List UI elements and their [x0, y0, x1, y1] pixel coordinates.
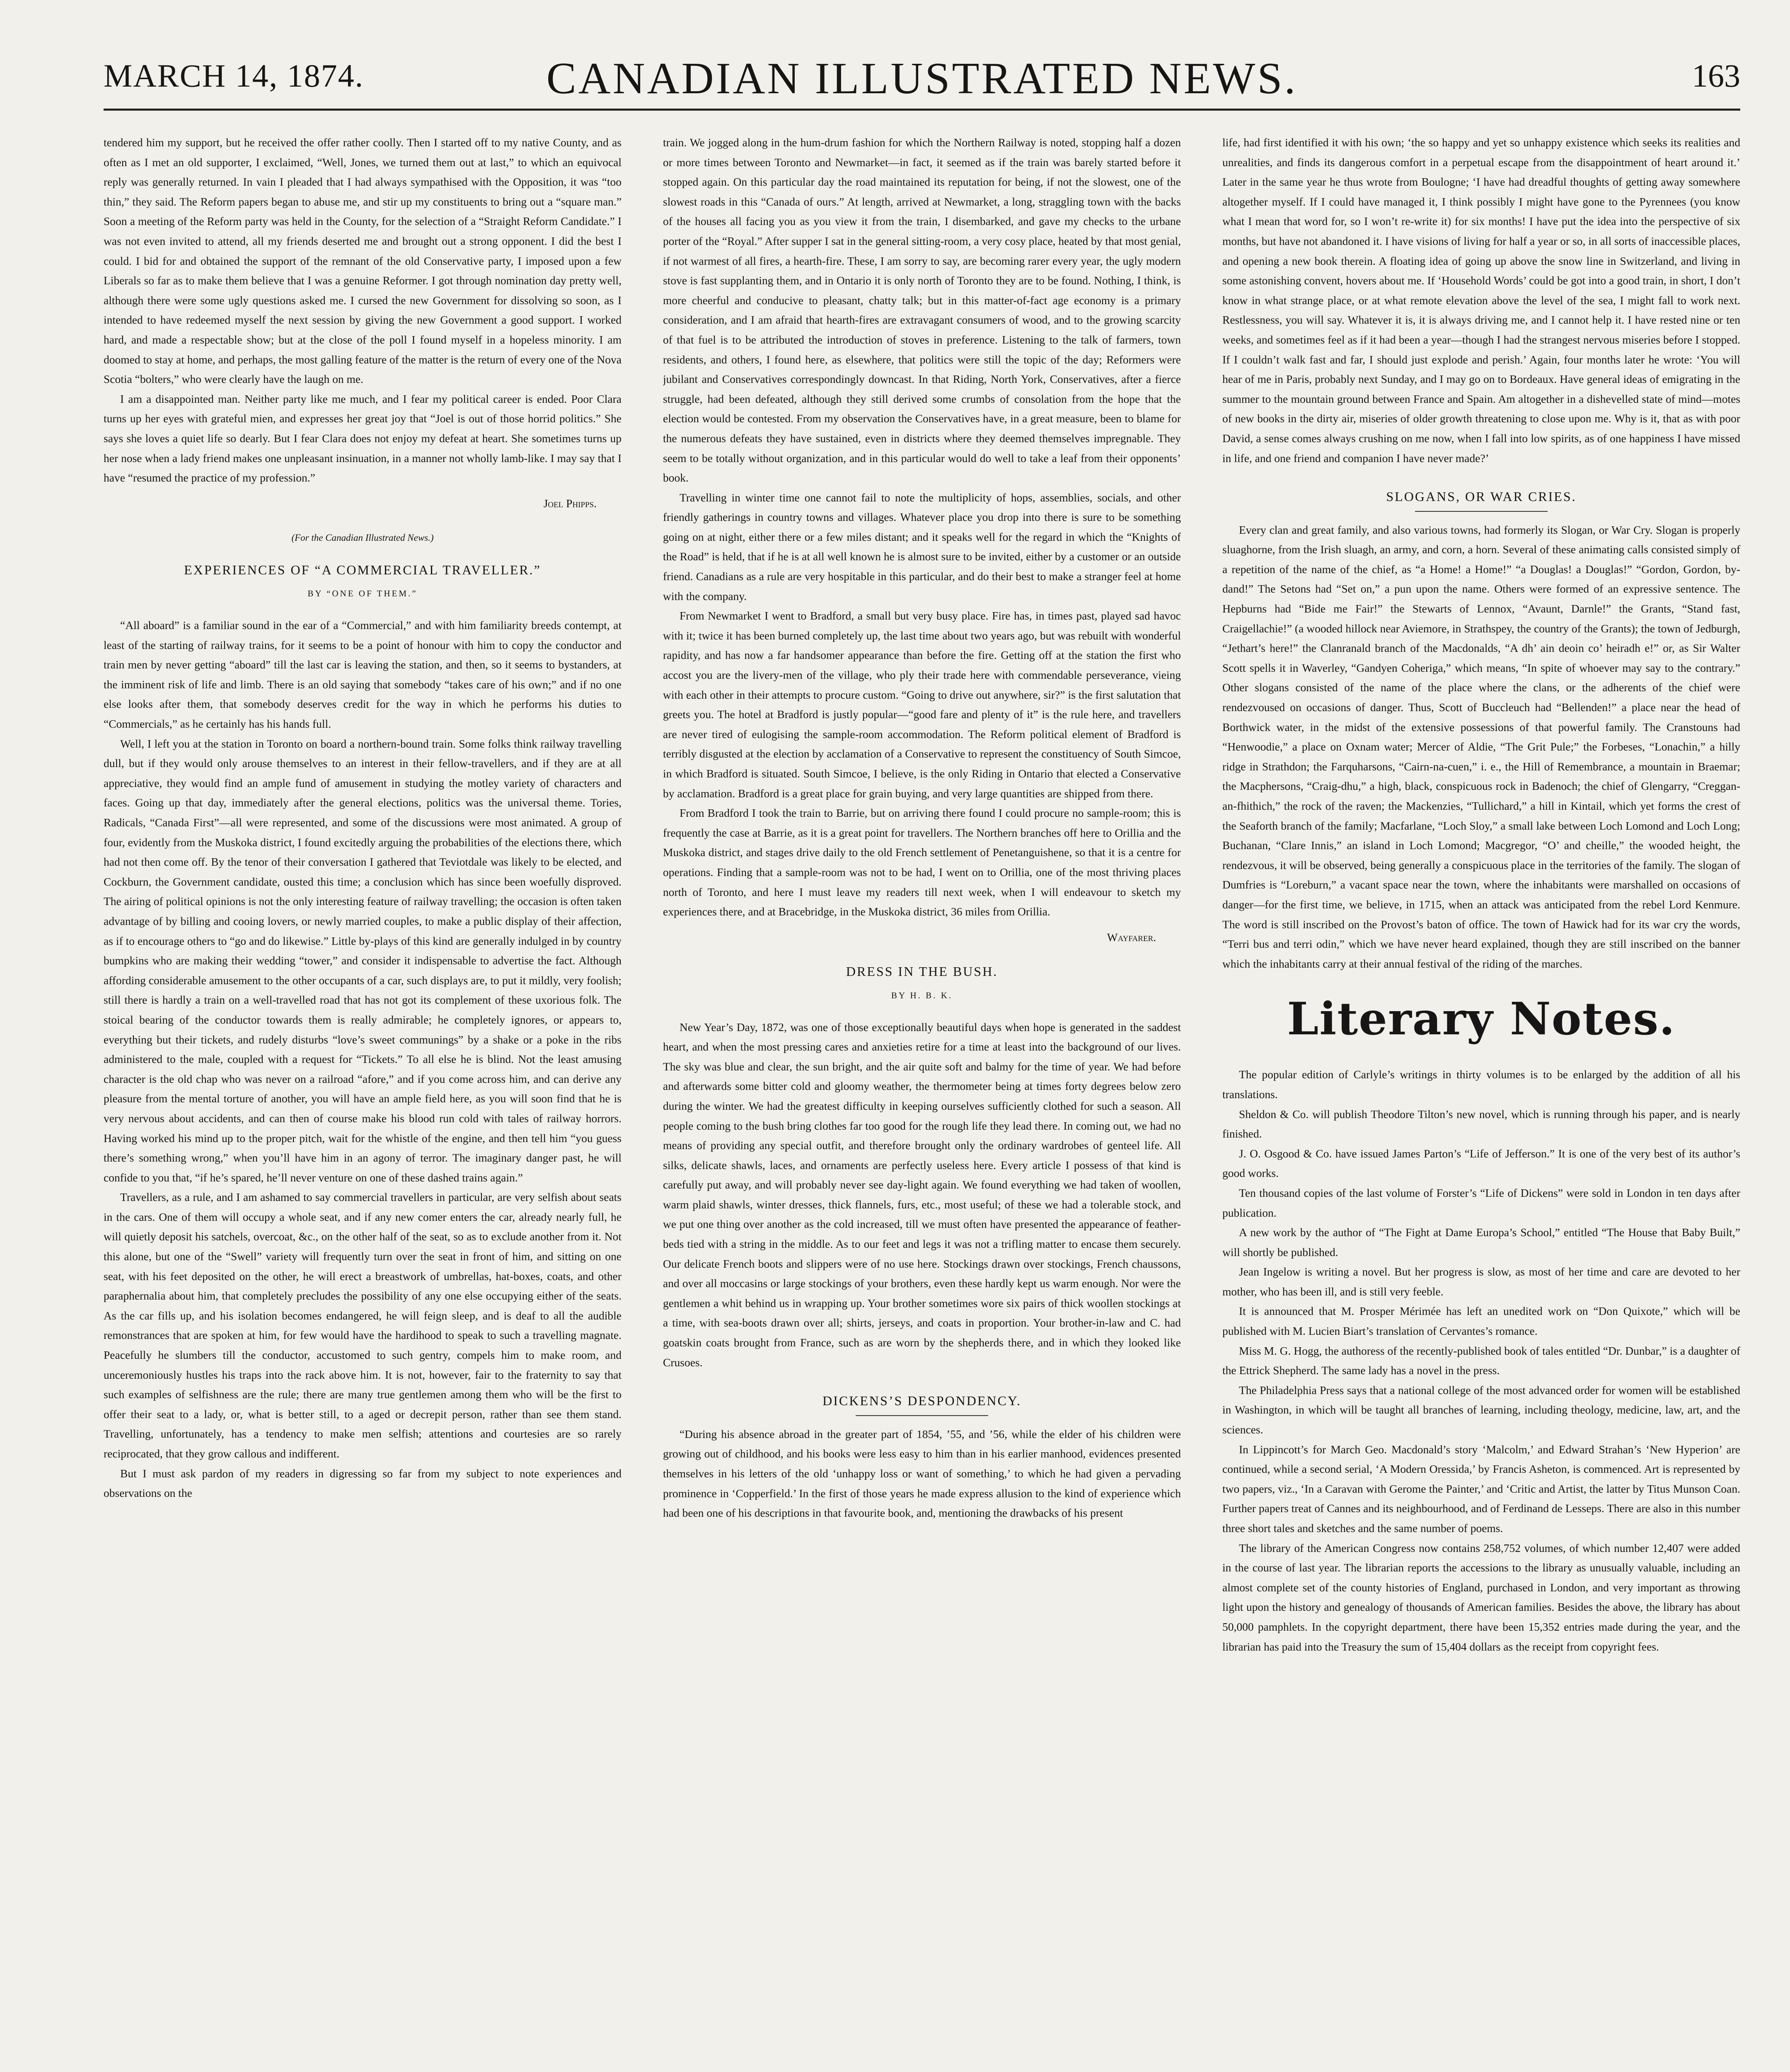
paragraph: I am a disappointed man. Neither party like me much, and I fear my political career is ended. Poor Clara turns up her eyes with grateful mien, and expresses her great joy that “Joel is out of those horrid politics.” She says she loves a quiet life so dearly. But I fear Clara does not enjoy my defeat at heart. She sometimes turns up her nose when a lady friend makes one unpleasant insinuation, in a manner not wholly lamb-like. I may say that I have “resumed the practice of my profession.”: [104, 392, 622, 484]
divider: [856, 1415, 988, 1416]
paragraph: Sheldon & Co. will publish Theodore Tilton’s new novel, which is running through his paper, and is nearly finished.: [1222, 1107, 1740, 1140]
paragraph: life, had first identified it with his own; ‘the so happy and yet so unhappy existence which seeks its realities and unrealities, and finds its dangerous comfort in a perpetual escape from the disappointment of heart around it.’ Later in the same year he thus wrote from Boulogne; ‘I have had dreadful thoughts of getting away somewhere altogether myself. If I could have managed it, I think possibly I might have gone to the Pyrennees (you know what I mean that word for, so I won’t re-write it) for six months! I have put the idea into the perspective of six months, but have not abandoned it. I have visions of living for half a year or so, in all sorts of inaccessible places, and opening a new book therein. A floating idea of going up above the snow line in Switzerland, and living in some astonishing convent, hovers about me. If ‘Household Words’ could be got into a good train, in short, I don’t know in what strange place, or at what remote elevation above the level of the sea, I might fall to work next. Restlessness, you will say. Whatever it is, it is always driving me, and I cannot help it. I have rested nine or ten weeks, and sometimes feel as if it had been a year—though I had the strangest nervous miseries before I stopped. If I couldn’t walk fast and far, I should just explode and perish.’ Again, four months later he wrote: ‘You will hear of me in Paris, probably next Sunday, and I may go on to Bordeaux. Have general ideas of emigrating in the summer to the mountain ground between France and Spain. Am altogether in a dishevelled state of mind—motes of new books in the dirty air, miseries of older growth threatening to close upon me. Why is it, that as with poor David, a sense comes always crushing on me now, when I fall into low spirits, as of one happiness I have missed in life, and one friend and companion I have never made?’: [1222, 136, 1740, 465]
column-3: [1222, 133, 1740, 2072]
newspaper-title: CANADIAN ILLUSTRATED NEWS.: [546, 54, 1298, 103]
article-title: DICKENS’S DESPONDENCY.: [822, 1393, 1021, 1409]
byline: BY “ONE OF THEM.”: [307, 588, 418, 599]
issue-date: MARCH 14, 1874.: [104, 58, 364, 94]
article-title: DRESS IN THE BUSH.: [846, 964, 998, 979]
paragraph: From Bradford I took the train to Barrie, but on arriving there found I could procure no sample-room; this is frequently the case at Barrie, as it is a great point for travellers. The Northern branches off here to Orillia and the Muskoka district, and stages drive daily to the old French settlement of Penetanguishene, so that it is a centre for operations. Finding that a sample-room was not to be had, I went on to Orillia, one of the most thriving places north of Toronto, and here I must leave my readers till next week, when I will endeavour to sketch my experiences there, and at Bracebridge, in the Muskoka district, 36 miles from Orillia.: [663, 806, 1181, 918]
byline: BY H. B. K.: [891, 990, 953, 1000]
paragraph: A new work by the author of “The Fight at Dame Europa’s School,” entitled “The House that Baby Built,” will shortly be published.: [1222, 1226, 1740, 1259]
paragraph: Well, I left you at the station in Toronto on board a northern-bound train. Some folks think railway travelling dull, but if they would only arouse themselves to an interest in their fellow-travellers, and if they are at all appreciative, they would find an ample fund of amusement in studying the motley variety of characters and faces. Going up that day, immediately after the general elections, politics was the universal theme. Tories, Radicals, “Canada First”—all were represented, and some of the discussions were most animated. A group of four, evidently from the Muskoka district, I found excitedly arguing the probabilities of the elections there, which had not then come off. By the tenor of their conversation I gathered that Teviotdale was likely to be elected, and Cockburn, the Government candidate, ousted this time; a conclusion which has since been woefully disproved. The airing of political opinions is not the only interesting feature of railway travelling; the occasion is often taken advantage of by billing and cooing lovers, or newly married couples, to make a public display of their affection, as if to encourage others to “go and do likewise.” Little by-plays of this kind are generally indulged in by country bumpkins who are making their wedding “tower,” and consider it indispensable to advertise the fact. Although affording considerable amusement to the other occupants of a car, such displays are, to put it mildly, very foolish; still there is hardly a train on a well-travelled road that has not got its complement of these uxorious folk. The stoical bearing of the conductor towards them is really admirable; he completely ignores, or appears to, everything but their tickets, and rudely disturbs “love’s sweet communings” by a shake or a poke in the ribs administered to the male, coupled with a request for “Tickets.” To all else he is blind. Not the least amusing character is the old chap who was never on a railroad “afore,” and if you come across him, and can derive any pleasure from the mental torture of another, you will have an ample field here, as you will soon find that he is very nervous about accidents, and can then of course make his blood run cold with tales of railway horrors. Having worked his mind up to the proper pitch, wait for the whistle of the engine, and then tell him “you guess there’s something wrong,” when you’ll have him in an agony of terror. The imaginary danger past, he will confide to you that, “if he’s spared, he’ll never venture on one of these dashed trains again.”: [104, 737, 622, 1184]
paragraph: The Philadelphia Press says that a national college of the most advanced order for women will be established in Washington, in which will be taught all branches of learning, including theology, medicine, law, art, and the sciences.: [1222, 1383, 1740, 1436]
paragraph: “During his absence abroad in the greater part of 1854, ’55, and ’56, while the elder of his children were growing out of childhood, and his books were less easy to him than in his earlier manhood, evidences presented themselves in his letters of the old ‘unhappy loss or want of something,’ to which he had given a pervading prominence in ‘Copperfield.’ In the first of those years he made express allusion to the kind of experience which had been one of his descriptions in that favourite book, and, mentioning the drawbacks of his present: [663, 1427, 1181, 1520]
paragraph: The popular edition of Carlyle’s writings in thirty volumes is to be enlarged by the addition of all his translations.: [1222, 1068, 1740, 1101]
paragraph: Jean Ingelow is writing a novel. But her progress is slow, as most of her time and care are devoted to her mother, who has been ill, and is still very feeble.: [1222, 1265, 1740, 1298]
paragraph: Ten thousand copies of the last volume of Forster’s “Life of Dickens” were sold in London in ten days after publication.: [1222, 1186, 1740, 1219]
source-note: (For the Canadian Illustrated News.): [291, 533, 434, 543]
masthead: [104, 53, 1740, 103]
section-heading: Literary Notes.: [1287, 993, 1676, 1046]
paragraph: It is announced that M. Prosper Mérimée has left an unedited work on “Don Quixote,” which will be published with M. Lucien Biart’s translation of Cervantes’s romance.: [1222, 1305, 1740, 1338]
divider: [1415, 511, 1548, 512]
paragraph: Travellers, as a rule, and I am ashamed to say commercial travellers in particular, are very selfish about seats in the cars. One of them will occupy a whole seat, and if any new comer enters the car, already nearly full, he will quietly deposit his satchels, overcoat, &c., on the other half of the seat, so as to exclude another from it. Not this alone, but one of the “Swell” variety will frequently turn over the seat in front of him, and sitting on one seat, with his feet deposited on the other, he will erect a breastwork of umbrellas, hat-boxes, coats, and other paraphernalia about him, that completely precludes the possibility of any one else occupying either of the seats. As the car fills up, and his isolation becomes endangered, he will feign sleep, and is deaf to all the audible remonstrances that are spoken at him, for few would have the hardihood to speak to such a travelling magnate. Peacefully he slumbers till the conductor, accustomed to such gentry, compels him to make room, and unceremoniously hustles his traps into the rack above him. It is not, however, fair to the fraternity to say that such examples of selfishness are the rule; there are many true gentlemen among them who will be the first to offer their seat to a lady, or, what is better still, to a aged or decrepit person, rather than see them stand. Travelling, unfortunately, has a tendency to make men selfish; attentions and courtesies are so rarely reciprocated, that they grow callous and indifferent.: [104, 1191, 622, 1460]
paragraph: The library of the American Congress now contains 258,752 volumes, of which number 12,407 were added in the course of last year. The librarian reports the accessions to the library as unusually valuable, including an almost complete set of the county histories of England, purchased in London, and very important as throwing light upon the history and genealogy of thousands of American families. Besides the above, the library has about 50,000 pamphlets. In the copyright department, there have been 15,352 entries made during the year, and the librarian has paid into the Treasury the sum of 15,404 dollars as the receipt from copyright fees.: [1222, 1541, 1740, 1653]
paragraph: In Lippincott’s for March Geo. Macdonald’s story ‘Malcolm,’ and Edward Strahan’s ‘New Hyperion’ are continued, while a second serial, ‘A Modern Oressida,’ by Francis Asheton, is commenced. Art is represented by two papers, viz., ‘In a Caravan with Gerome the Painter,’ and ‘Critic and Artist, the latter by Titus Munson Coan. Further papers treat of Cannes and its neighbourhood, and of Ferdinand de Lesseps. There are also in this number three short tales and sketches and the same number of poems.: [1222, 1443, 1740, 1535]
signature: Wayfarer.: [1107, 930, 1156, 944]
paragraph: New Year’s Day, 1872, was one of those exceptionally beautiful days when hope is generated in the saddest heart, and when the most pressing cares and anxieties retire for a time at least into the background of our lives. The sky was blue and clear, the sun bright, and the air quite soft and balmy for the time of year. We had before and afterwards some bitter cold and gloomy weather, the thermometer being at times forty degrees below zero during the winter. We had the greatest difficulty in keeping ourselves sufficiently clothed for such a season. All people coming to the bush bring clothes far too good for the rough life they lead there. In coming out, we had no means of providing any special outfit, and therefore brought only the ordinary wardrobes of genteel life. All silks, delicate shawls, laces, and ornaments are perfectly useless here. Every article I possess of that kind is carefully put away, and will probably never see day-light again. We found everything we had taken of woollen, warm plaid shawls, winter dresses, thick flannels, furs, etc., most useful; of these we had a tolerable stock, and we put one thing over another as the cold increased, till we must often have presented the appearance of feather-beds tied with a string in the middle. As to our feet and legs it was not a trifling matter to encase them securely. Our delicate French boots and slippers were of no use here. Stockings drawn over stockings, French chaussons, and over all moccasins or large stockings of your brothers, even these hardly kept us warm enough. Nor were the gentlemen a whit behind us in wrapping up. Your brother sometimes wore six pairs of thick woollen stockings at a time, with sea-boots drawn over all; shirts, jerseys, and coats in proportion. Your brother-in-law and C. had goatskin coats brought from France, such as are worn by the shepherds there, and in which they looked like Crusoes.: [663, 1020, 1181, 1369]
article-title: SLOGANS, OR WAR CRIES.: [1386, 489, 1577, 504]
paragraph: Every clan and great family, and also various towns, had formerly its Slogan, or War Cry. Slogan is properly sluaghorne, from the Irish sluagh, an army, and corn, a horn. Several of these animating calls consisted simply of a repetition of the name of the chief, as “a Home! a Home!” “a Douglas! a Douglas!” “Gordon, Gordon, by-dand!” The Setons had “Set on,” a pun upon the name. Others were formed of an expressive sentence. The Hepburns had “Bide me Fair!” the Stewarts of Lennox, “Avaunt, Darnle!” the Grants, “Stand fast, Craigellachie!” (a wooded hillock near Aviemore, in Strathspey, the country of the Grants); the town of Jedburgh, “Jethart’s here!” the Clanranald branch of the Macdonalds, “A dh’ ain deoin co’ heiradh e!” or, as Sir Walter Scott spells it in Waverley, “Gandyen Coheriga,” which means, “In spite of whoever may say to the contrary.” Other slogans consisted of the name of the place where the clans, or the adherents of the chief were rendezvoused on occasions of danger. Thus, Scott of Buccleuch had “Bellenden!” a place near the head of Borthwick water, in the midst of the extensive possessions of that powerful family. The Cranstouns had “Henwoodie,” a place on Oxnam water; Mercer of Aldie, “The Grit Pule;” the Forbeses, “Lonachin,” a hilly ridge in Strathdon; the Farquharsons, “Cairn-na-cuen,” i. e., the Hill of Remembrance, a mountain in Braemar; the Macphersons, “Craig-dhu,” a high, black, conspicuous rock in Badenoch; the chief of Glengarry, “Creggan-an-fhithich,” the rock of the raven; the Mackenzies, “Tullichard,” a hill in Kintail, which yet forms the crest of the Seaforth branch of the family; Macfarlane, “Loch Sloy,” a small lake between Loch Lomond and Loch Long; Buchanan, “Clare Innis,” an island in Loch Lomond; Macgregor, “O’ and cheille,” the wooded height, the rendezvous, it will be observed, being generally a conspicuous place in the territories of the family. The slogan of Dumfries is “Loreburn,” a vacant space near the town, where the inhabitants were marshalled on occasions of danger—for the first time, we believe, in 1715, when an attack was anticipated from the rebel Lord Kenmure. The word is still inscribed on the Provost’s baton of office. The town of Hawick had for its war cry the words, “Terri bus and terri odin,” which we have never heard explained, though they are still inscribed on the banner which the inhabitants carry at their annual festival of the riding of the marches.: [1222, 523, 1740, 970]
masthead-rule: [104, 109, 1740, 111]
paragraph: But I must ask pardon of my readers in digressing so far from my subject to note experiences and observations on the: [104, 1467, 622, 1500]
column-1: [104, 133, 622, 2072]
paragraph: train. We jogged along in the hum-drum fashion for which the Northern Railway is noted, stopping half a dozen or more times between Toronto and Newmarket—in fact, it seemed as if the train was barely started before it stopped again. On this particular day the road maintained its reputation for being, if not the slowest, one of the slowest roads in this “Canada of ours.” At length, arrived at Newmarket, a long, straggling town with the backs of the houses all facing you as you view it from the train, I disembarked, and gave my checks to the urbane porter of the “Royal.” After supper I sat in the general sitting-room, a very cosy place, heated by that most genial, if not warmest of all fires, a hearth-fire. These, I am sorry to say, are becoming rarer every year, the ugly modern stove is fast supplanting them, and in Ontario it is only north of Toronto they are to be found. Nothing, I think, is more cheerful and conducive to pleasant, chatty talk; but in this matter-of-fact age economy is a primary consideration, and I am afraid that hearth-fires are extravagant consumers of wood, and to the growing scarcity of that fuel is to be attributed the introduction of stoves in preference. Listening to the talk of farmers, town residents, and others, I found here, as elsewhere, that politics were still the topic of the day; Reformers were jubilant and Conservatives correspondingly downcast. In that Riding, North York, Conservatives, after a fierce struggle, had been defeated, although they still derived some crumbs of consolation from the hope that the election would be contested. From my observation the Conservatives have, in a great measure, been to blame for the numerous defeats they have sustained, even in districts where they deemed themselves impregnable. They seem to be totally without organization, and in this particular would do well to take a leaf from their opponents’ book.: [663, 136, 1181, 484]
column-2: [663, 133, 1181, 2072]
paragraph: J. O. Osgood & Co. have issued James Parton’s “Life of Jefferson.” It is one of the very best of its author’s good works.: [1222, 1147, 1740, 1180]
signature: Joel Phipps.: [543, 496, 597, 510]
article-title: EXPERIENCES OF “A COMMERCIAL TRAVELLER.”: [184, 562, 541, 577]
page-number: 163: [1692, 58, 1740, 94]
paragraph: From Newmarket I went to Bradford, a small but very busy place. Fire has, in times past, played sad havoc with it; twice it has been burned completely up, the last time about two years ago, but was rebuilt with wonderful rapidity, and has now a far handsomer appearance than before the fire. Getting off at the station the first who accost you are the livery-men of the village, who ply their trade here with commendable perseverance, vieing with each other in their attempts to procure custom. “Going to drive out anywhere, sir?” is the first salutation that greets you. The hotel at Bradford is justly popular—“good fare and plenty of it” is the rule here, and travellers are never tired of eulogising the sample-room accommodation. The Reform political element of Bradford is terribly disgusted at the election by acclamation of a Conservative to represent the constituency of South Simcoe, in which Bradford is situated. South Simcoe, I believe, is the only Riding in Ontario that elected a Conservative by acclamation. Bradford is a great place for grain buying, and very large quantities are shipped from there.: [663, 609, 1181, 800]
paragraph: Travelling in winter time one cannot fail to note the multiplicity of hops, assemblies, socials, and other friendly gatherings in country towns and villages. Whatever place you drop into there is sure to be something going on at night, either there or a few miles distant; and it speaks well for the regard in which the “Knights of the Road” is held, that if he is at all well known he is almost sure to be invited, either by a customer or an outside friend. Canadians as a rule are very hospitable in this particular, and do their best to make a stranger feel at home with the company.: [663, 491, 1181, 603]
paragraph: tendered him my support, but he received the offer rather coolly. Then I started off to my native County, and as often as I met an old supporter, I exclaimed, “Well, Jones, we turned them out at last,” to which an equivocal reply was generally returned. In vain I pleaded that I had always sympathised with the Opposition, it was “too thin,” they said. The Reform papers began to abuse me, and stir up my constituents to bring out a “square man.” Soon a meeting of the Reform party was held in the County, for the selection of a “Straight Reform Candidate.” I was not even invited to attend, all my friends deserted me and brought out a strong opponent. I did the best I could. I bid for and obtained the support of the remnant of the old Conservative party, I imposed upon a few Liberals so far as to make them believe that I was a genuine Reformer. I got through nomination day pretty well, although there were some ugly questions asked me. I cursed the new Government for dissolving so soon, as I intended to have redeemed myself the next session by giving the new Government a good support. I worked hard, and made a respectable show; but at the close of the poll I found myself in a hopeless minority. I am doomed to stay at home, and perhaps, the most galling feature of the matter is the return of every one of the Nova Scotia “bolters,” who were clearly have the laugh on me.: [104, 136, 622, 386]
paragraph: “All aboard” is a familiar sound in the ear of a “Commercial,” and with him familiarity breeds contempt, at least of the starting of railway trains, for it seems to be a point of honour with him to copy the conductor and train men by never getting “aboard” till the last car is leaving the station, and then, so it seems to bystanders, at the imminent risk of life and limb. There is an old saying that somebody “takes care of his own;” and if no one else looks after them, that somebody deserves credit for the way in which he performs his duties to “Commercials,” as he certainly has his hands full.: [104, 619, 622, 731]
paragraph: Miss M. G. Hogg, the authoress of the recently-published book of tales entitled “Dr. Dunbar,” is a daughter of the Ettrick Shepherd. The same lady has a novel in the press.: [1222, 1344, 1740, 1377]
